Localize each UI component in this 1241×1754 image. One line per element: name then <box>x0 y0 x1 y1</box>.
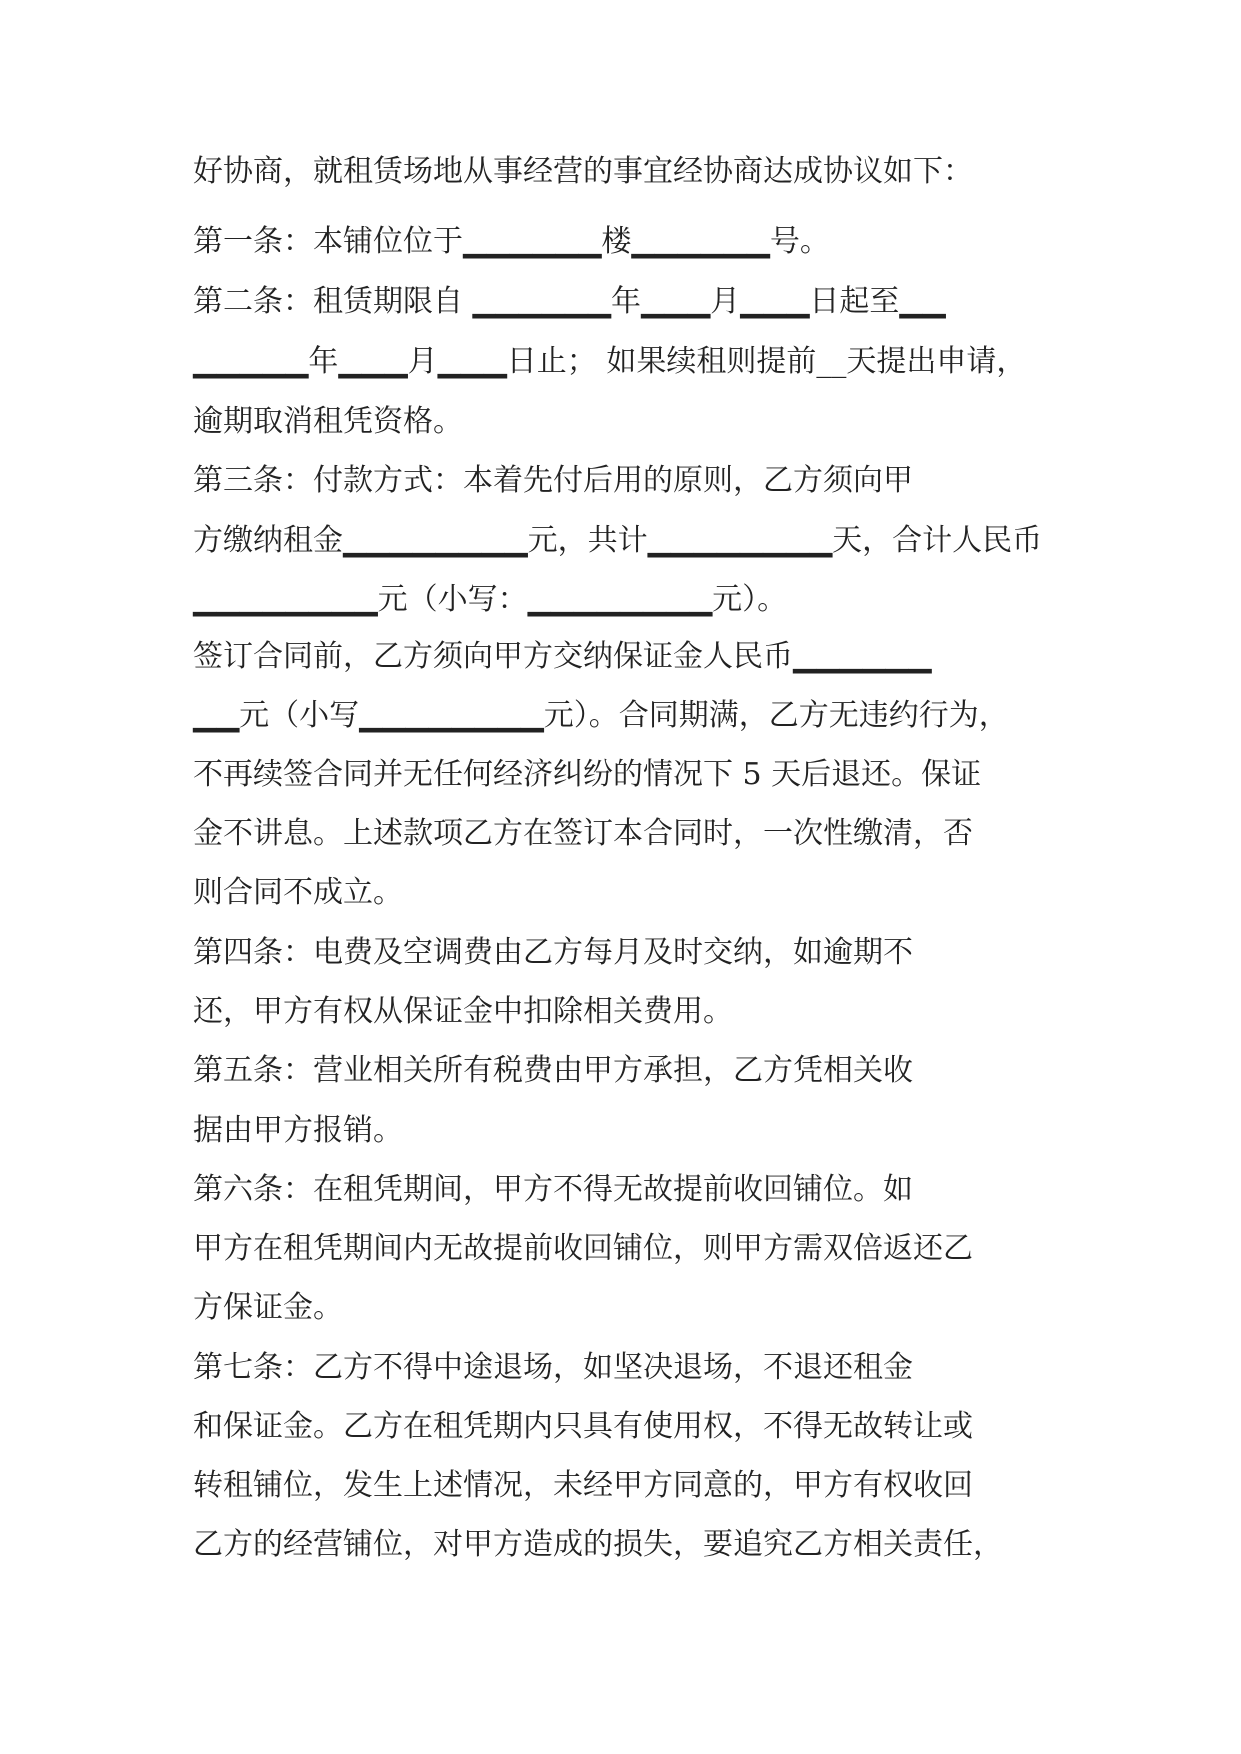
text-line: 第五条：营业相关所有税费由甲方承担，乙方凭相关收 <box>193 1053 913 1088</box>
text-line: 第六条：在租凭期间，甲方不得无故提前收回铺位。如 <box>193 1172 913 1207</box>
text-line: 第四条：电费及空调费由乙方每月及时交纳，如逾期不 <box>193 935 913 970</box>
text-line: 第二条：租赁期限自 ▁▁▁▁▁▁年▁▁▁月▁▁▁日起至▁▁ <box>193 284 946 319</box>
text-line: 不再续签合同并无任何经济纠纷的情况下 5 天后退还。保证 <box>193 757 982 792</box>
text-line: 则合同不成立。 <box>193 875 403 910</box>
text-line: ▁▁▁▁▁▁▁▁元（小写：▁▁▁▁▁▁▁▁元）。 <box>193 582 788 617</box>
text-line: 和保证金。乙方在租凭期内只具有使用权，不得无故转让或 <box>193 1409 973 1444</box>
text-line: ▁▁▁▁▁年▁▁▁月▁▁▁日止； 如果续租则提前__天提出申请， <box>193 344 1027 379</box>
text-line: 金不讲息。上述款项乙方在签订本合同时，一次性缴清，否 <box>193 816 973 851</box>
text-line: 逾期取消租凭资格。 <box>193 404 463 439</box>
text-line: 签订合同前，乙方须向甲方交纳保证金人民币▁▁▁▁▁▁ <box>193 639 932 674</box>
text-line: 第三条：付款方式：本着先付后用的原则，乙方须向甲 <box>193 463 913 498</box>
text-line: 方缴纳租金▁▁▁▁▁▁▁▁元，共计▁▁▁▁▁▁▁▁天，合计人民币 <box>193 523 1043 558</box>
text-line: 第一条：本铺位位于▁▁▁▁▁▁楼▁▁▁▁▁▁号。 <box>193 224 830 259</box>
text-line: 乙方的经营铺位，对甲方造成的损失，要追究乙方相关责任， <box>193 1527 1003 1562</box>
text-line: 甲方在租凭期间内无故提前收回铺位，则甲方需双倍返还乙 <box>193 1231 973 1266</box>
text-line: 方保证金。 <box>193 1290 343 1325</box>
text-line: ▁▁元（小写▁▁▁▁▁▁▁▁元）。合同期满，乙方无违约行为， <box>193 698 1009 733</box>
text-line: 第七条：乙方不得中途退场，如坚决退场，不退还租金 <box>193 1350 913 1385</box>
text-line: 好协商，就租赁场地从事经营的事宜经协商达成协议如下： <box>193 154 973 189</box>
text-line: 据由甲方报销。 <box>193 1113 403 1148</box>
text-line: 还，甲方有权从保证金中扣除相关费用。 <box>193 994 733 1029</box>
text-line: 转租铺位，发生上述情况，未经甲方同意的，甲方有权收回 <box>193 1468 973 1503</box>
